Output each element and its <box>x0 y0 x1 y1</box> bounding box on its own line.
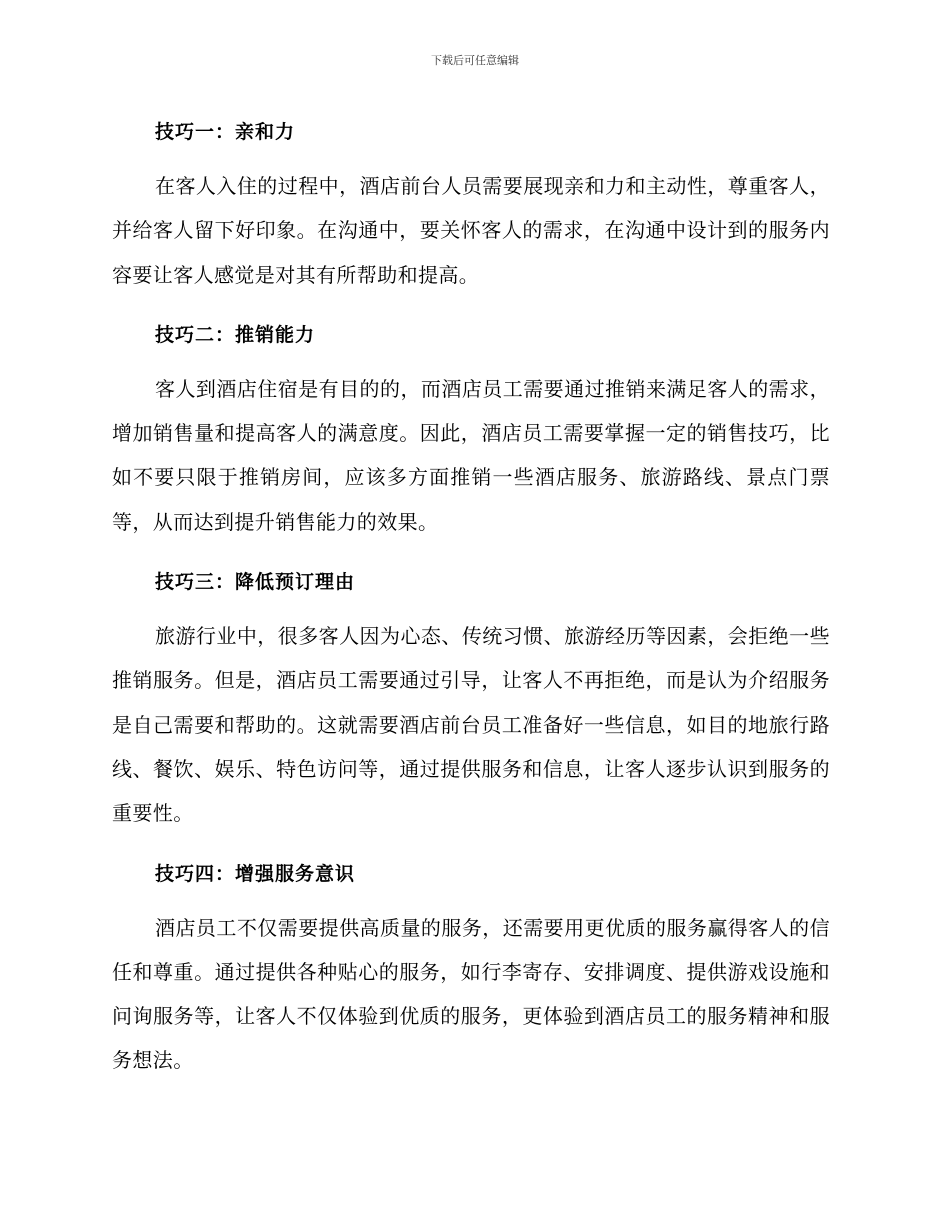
document-body <box>112 110 830 1099</box>
section-paragraph: 在客人入住的过程中，酒店前台人员需要展现亲和力和主动性，尊重客人，并给客人留下好印象。在沟通中，要关怀客人的需求，在沟通中设计到的服务内容要让客人感觉是对其有所帮助和提高。 <box>112 174 830 287</box>
section-3 <box>112 560 830 835</box>
section-heading: 技巧三：降低预订理由 <box>155 571 356 594</box>
page-header: 下载后可任意编辑 <box>431 54 519 67</box>
section-paragraph: 酒店员工不仅需要提供高质量的服务，还需要用更优质的服务赢得客人的信任和尊重。通过提供各种贴心的服务，如行李寄存、安排调度、提供游戏设施和问询服务等，让客人不仅体验到优质的服务，更体验到酒店员工的服务精神和服务想法。 <box>112 915 830 1073</box>
section-heading: 技巧一：亲和力 <box>155 121 296 143</box>
section-1 <box>112 110 830 297</box>
section-paragraph: 客人到酒店住宿是有目的的，而酒店员工需要通过推销来满足客人的需求，增加销售量和提高客人的满意度。因此，酒店员工需要掌握一定的销售技巧，比如不要只限于推销房间，应该多方面推销一些酒店服务、旅游路线、景点门票等，从而达到提升销售能力的效果。 <box>112 376 830 534</box>
section-heading: 技巧四：增强服务意识 <box>155 862 356 885</box>
section-heading: 技巧二：推销能力 <box>155 323 316 346</box>
section-paragraph: 旅游行业中，很多客人因为心态、传统习惯、旅游经历等因素，会拒绝一些推销服务。但是，酒店员工需要通过引导，让客人不再拒绝，而是认为介绍服务是自己需要和帮助的。这就需要酒店前台员工准备好一些信息，如目的地旅行路线、餐饮、娱乐、特色访问等，通过提供服务和信息，让客人逐步认识到服务的重要性。 <box>112 624 830 826</box>
section-4 <box>112 852 830 1083</box>
section-2 <box>112 313 830 544</box>
